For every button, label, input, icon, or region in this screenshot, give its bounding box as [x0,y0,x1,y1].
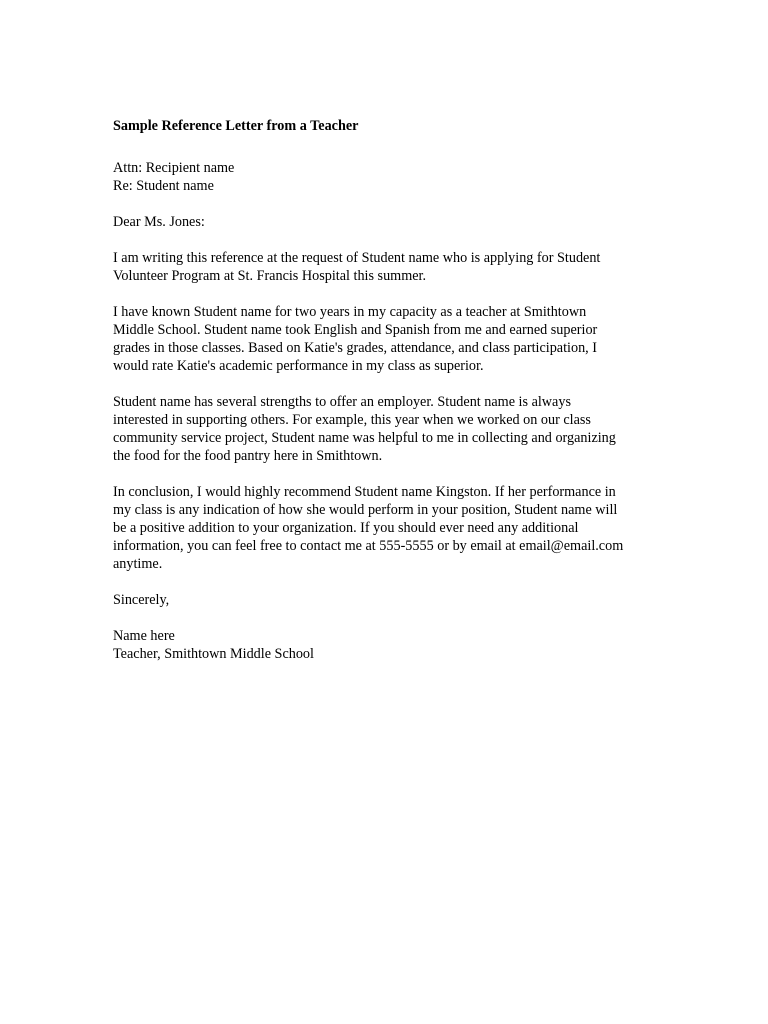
paragraph-line: I am writing this reference at the request of Student name who is applying for Student [113,250,601,266]
paragraph-line: community service project, Student name was helpful to me in collecting and organizing [113,430,616,446]
paragraph-line: Middle School. Student name took English and Spanish from me and earned superior [113,322,598,338]
closing-line: Sincerely, [113,592,170,608]
recipient-block [113,159,673,195]
attn-line: Attn: Recipient name [113,160,235,176]
paragraph-intro [113,249,673,285]
signer-title: Teacher, Smithtown Middle School [113,646,314,662]
paragraph-line: grades in those classes. Based on Katie's grades, attendance, and class participation, I [113,340,597,356]
paragraph-line: Volunteer Program at St. Francis Hospital this summer. [113,268,427,284]
paragraph-line: In conclusion, I would highly recommend Student name Kingston. If her performance in [113,484,616,500]
paragraph-line: be a positive addition to your organization. If you should ever need any additional [113,520,579,536]
salutation [113,213,673,231]
salutation-line: Dear Ms. Jones: [113,214,205,230]
paragraph-line: the food for the food pantry here in Smithtown. [113,448,383,464]
closing [113,591,673,609]
paragraph-strengths [113,393,673,465]
paragraph-acquaintance [113,303,673,375]
paragraph-line: Student name has several strengths to offer an employer. Student name is always [113,394,571,410]
paragraph-line: I have known Student name for two years in my capacity as a teacher at Smithtown [113,304,587,320]
signer-name: Name here [113,628,175,644]
reference-letter [113,117,673,681]
paragraph-line: information, you can feel free to contact me at 555-5555 or by email at email@email.com [113,538,624,554]
paragraph-line: would rate Katie's academic performance in my class as superior. [113,358,484,374]
paragraph-line: anytime. [113,556,163,572]
paragraph-conclusion [113,483,673,573]
paragraph-line: interested in supporting others. For example, this year when we worked on our class [113,412,591,428]
re-line: Re: Student name [113,178,214,194]
letter-title: Sample Reference Letter from a Teacher [113,118,359,134]
signature-block [113,627,673,663]
paragraph-line: my class is any indication of how she would perform in your position, Student name will [113,502,618,518]
